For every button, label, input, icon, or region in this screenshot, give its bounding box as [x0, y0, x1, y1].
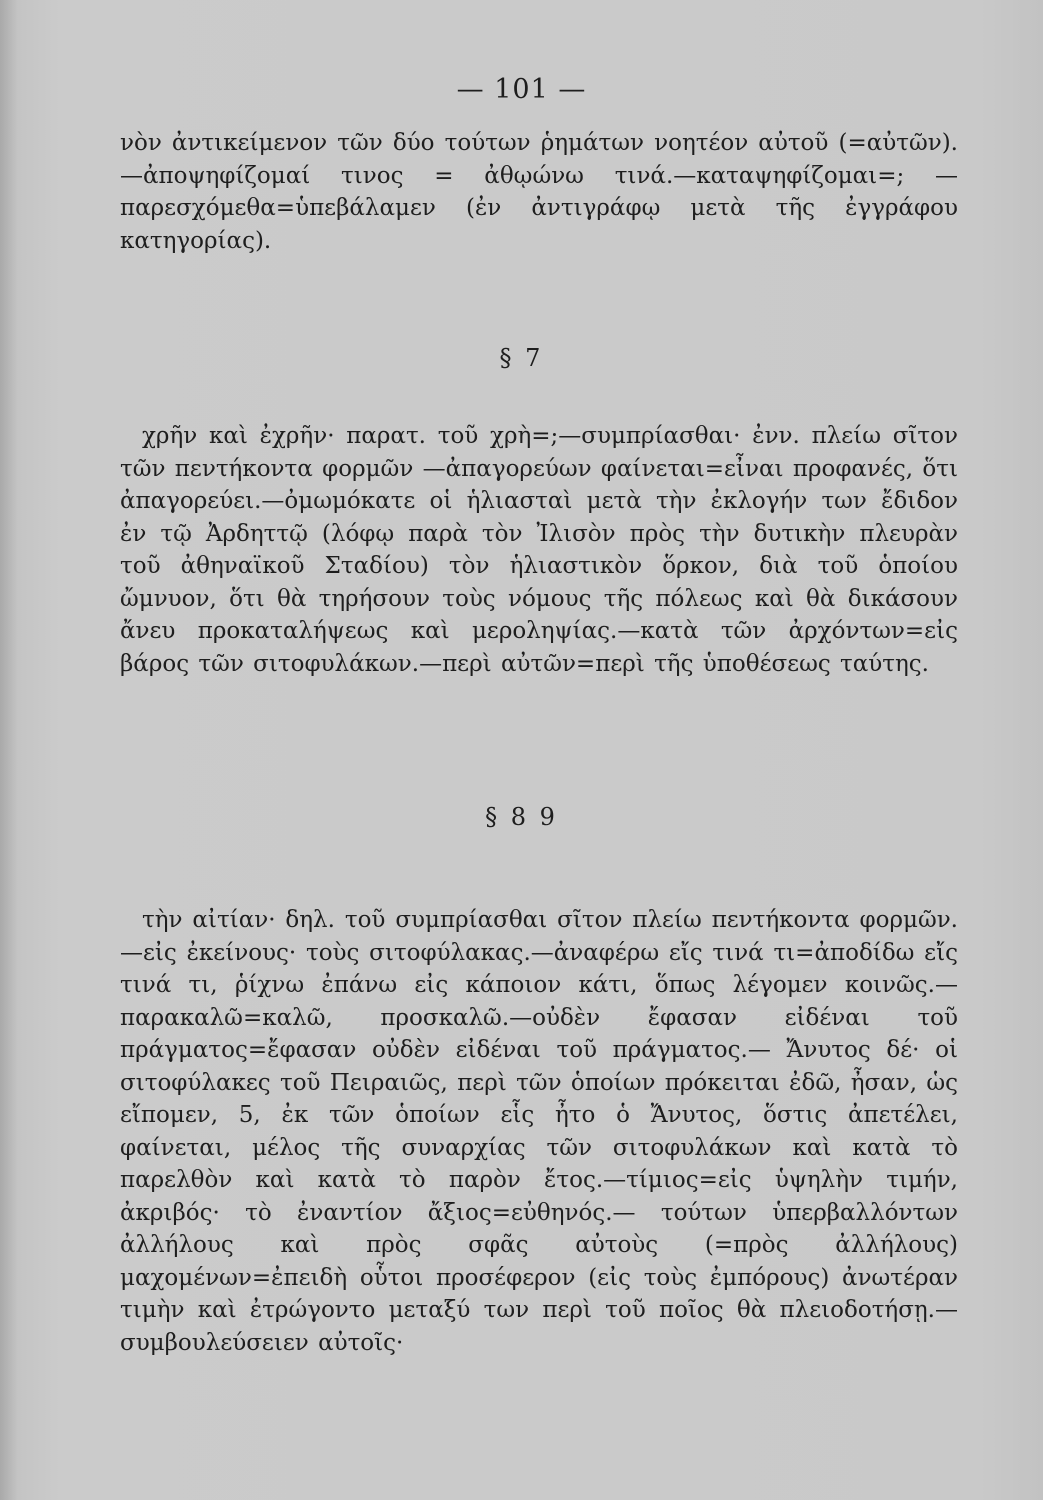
commentary-paragraph: νὸν ἀντικείμενον τῶν δύο τούτων ῥημάτων νοητέον αὐτοῦ (=αὐτῶν).—ἀποψηφίζομαί τινος = ἀθῳώνω τινά.—καταψηφίζομαι=; — παρεσχόμεθα=ὑπεβάλαμεν (ἐν ἀντιγράφῳ μετὰ τῆς ἐγγράφου κατηγορίας). [120, 130, 958, 254]
commentary-paragraph: τὴν αἰτίαν· δηλ. τοῦ συμπρίασθαι σῖτον πλείω πεντήκοντα φορμῶν.—εἰς ἐκείνους· τοὺς σιτοφύλακας.—ἀναφέρω εἴς τινά τι=ἀποδίδω εἴς τινά τι, ῥίχνω ἐπάνω εἰς κάποιον κάτι, ὅπως λέγομεν κοινῶς.— παρακαλῶ=καλῶ, προσκαλῶ.—οὐδὲν ἔφασαν εἰδέναι τοῦ πράγματος=ἔφασαν οὐδὲν εἰδέναι τοῦ πράγματος.— Ἄνυτος δέ· οἱ σιτοφύλακες τοῦ Πειραιῶς, περὶ τῶν ὁποίων πρόκειται ἐδῶ, ἦσαν, ὡς εἴπομεν, 5, ἐκ τῶν ὁποίων εἷς ἦτο ὁ Ἄνυτος, ὅστις ἀπετέλει, φαίνεται, μέλος τῆς συναρχίας τῶν σιτοφυλάκων καὶ κατὰ τὸ παρελθὸν καὶ κατὰ τὸ παρὸν ἔτος.—τίμιος=εἰς ὑψηλὴν τιμήν, ἀκριβός· τὸ ἐναντίον ἄξιος=εὐθηνός.— τούτων ὑπερβαλλόντων ἀλλήλους καὶ πρὸς σφᾶς αὐτοὺς (=πρὸς ἀλλήλους) μαχομένων=ἐπειδὴ οὗτοι προσέφερον (εἰς τοὺς ἐμπόρους) ἀνωτέραν τιμὴν καὶ ἐτρώγοντο μεταξύ των περὶ τοῦ ποῖος θὰ πλειοδοτήσῃ.— συμβουλεύσειεν αὐτοῖς· [120, 907, 958, 1356]
commentary-block-3 [120, 904, 958, 1359]
commentary-paragraph: χρῆν καὶ ἐχρῆν· παρατ. τοῦ χρὴ=;—συμπρίασθαι· ἐνν. πλείω σῖτον τῶν πεντήκοντα φορμῶν —ἀπαγορεύων φαίνεται=εἶναι προφανές, ὅτι ἀπαγορεύει.—ὀμωμόκατε οἱ ἡλιασταὶ μετὰ τὴν ἐκλογήν των ἔδιδον ἐν τῷ Ἀρδηττῷ (λόφῳ παρὰ τὸν Ἰλισὸν πρὸς τὴν δυτικὴν πλευρὰν τοῦ ἀθηναϊκοῦ Σταδίου) τὸν ἡλιαστικὸν ὅρκον, διὰ τοῦ ὁποίου ὤμνυον, ὅτι θὰ τηρήσουν τοὺς νόμους τῆς πόλεως καὶ θὰ δικάσουν ἄνευ προκαταλήψεως καὶ μεροληψίας.—κατὰ τῶν ἀρχόντων=εἰς βάρος τῶν σιτοφυλάκων.—περὶ αὐτῶν=περὶ τῆς ὑποθέσεως ταύτης. [120, 423, 958, 677]
page-number: — 101 — [456, 74, 587, 105]
section-heading-7: § 7 [499, 344, 544, 372]
commentary-block-2 [120, 420, 958, 680]
section-heading-8-9: § 8 9 [485, 803, 558, 831]
commentary-block-1 [120, 127, 958, 257]
